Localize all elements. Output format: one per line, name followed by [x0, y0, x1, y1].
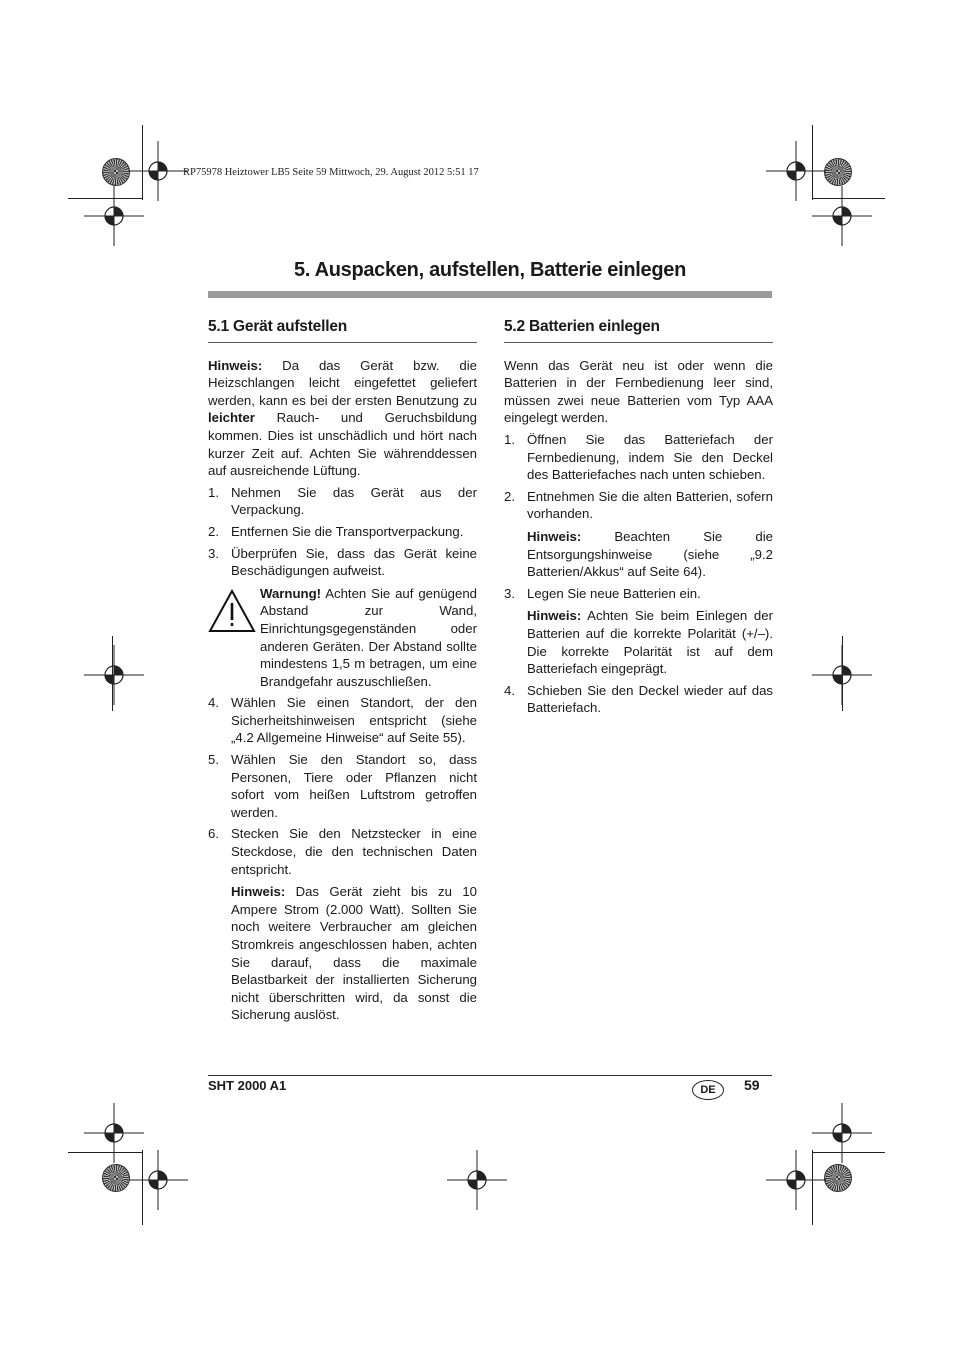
footer-model: SHT 2000 A1 — [208, 1078, 287, 1093]
color-disc-icon — [102, 1164, 130, 1192]
note-label: Hinweis: — [231, 884, 286, 900]
section-heading: 5.1 Gerät aufstellen — [208, 318, 477, 343]
registration-mark-icon — [812, 645, 872, 705]
note-label: Hinweis: — [527, 528, 582, 544]
list-item — [208, 751, 477, 821]
list-item — [504, 431, 773, 484]
note-text: Beachten Sie die Entsorgungshinweise (siehe „9.2 Batterien/Akkus“ auf Seite 64). — [527, 528, 773, 580]
note-text: Das Gerät zieht bis zu 10 Ampere Strom (2.000 Watt). Sollten Sie noch weitere Verbraucher am gleichen Stromkreis angeschlossen haben, achten Sie darauf, dass die maximale Belastbarkeit der installierten Sicherung nicht überschritten wird, da sonst die Sicherung auslöst. — [231, 884, 477, 1023]
step-number: 6. — [208, 826, 219, 842]
list-item — [208, 545, 477, 580]
intro-note — [208, 357, 477, 480]
page-title: 5. Auspacken, aufstellen, Batterie einlegen — [293, 259, 687, 281]
note-label: Hinweis: — [208, 357, 263, 373]
color-disc-icon — [824, 1164, 852, 1192]
section-batterien-einlegen — [504, 318, 773, 717]
list-item — [504, 585, 773, 678]
step-text: Legen Sie neue Batterien ein. — [527, 585, 701, 601]
step-text: Wählen Sie einen Standort, der den Sicherheitshinweisen entspricht (siehe „4.2 Allgemeine Hinweise“ auf Seite 55). — [231, 695, 477, 746]
list-item — [208, 694, 477, 747]
warning-triangle-icon — [208, 585, 260, 691]
step-number: 2. — [504, 488, 515, 504]
step-number: 3. — [208, 545, 219, 561]
step-note — [527, 528, 773, 581]
step-text: Nehmen Sie das Gerät aus der Verpackung. — [231, 484, 477, 518]
warning-body: Achten Sie auf genügend Abstand zur Wand, Einrichtungsgegenständen oder anderen Geräten. Der Abstand sollte mindestens 1,5 m betragen, um eine Brandgefahr auszuschließen. — [260, 585, 477, 689]
step-number: 3. — [504, 585, 515, 601]
list-item — [208, 523, 477, 541]
registration-mark-icon — [128, 1150, 188, 1210]
step-text: Stecken Sie den Netzstecker in eine Steckdose, die den technischen Daten entspricht. — [231, 826, 477, 877]
list-item — [208, 825, 477, 1024]
section-geraet-aufstellen — [208, 318, 477, 1024]
steps-list — [208, 484, 477, 580]
step-text: Entnehmen Sie die alten Batterien, sofern vorhanden. — [527, 488, 773, 522]
footer-rule — [208, 1075, 772, 1076]
step-text: Wählen Sie den Standort so, dass Personen, Tiere oder Pflanzen nicht sofort vom heißen Luftstrom getroffen werden. — [231, 752, 477, 820]
step-number: 1. — [504, 431, 515, 447]
list-item — [504, 682, 773, 717]
note-emphasis: leichter — [208, 410, 255, 426]
note-text: Da das Gerät bzw. die Heizschlangen leicht eingefettet geliefert werden, kann es bei der ersten Benutzung zu — [208, 357, 477, 408]
registration-mark-icon — [84, 186, 144, 246]
list-item — [208, 484, 477, 519]
warning-block — [208, 585, 477, 691]
steps-list — [504, 431, 773, 717]
step-number: 2. — [208, 523, 219, 539]
registration-mark-icon — [447, 1150, 507, 1210]
note-text: Achten Sie beim Einlegen der Batterien auf die korrekte Polarität (+/–). Die korrekte Polarität ist auf dem Batteriefach eingeprägt. — [527, 608, 773, 677]
step-number: 5. — [208, 752, 219, 768]
registration-mark-icon — [84, 645, 144, 705]
section-heading: 5.2 Batterien einlegen — [504, 318, 773, 343]
step-text: Überprüfen Sie, dass das Gerät keine Beschädigungen aufweist. — [231, 545, 477, 579]
list-item — [504, 488, 773, 581]
print-slug: RP75978 Heiztower LB5 Seite 59 Mittwoch, 29. August 2012 5:51 17 — [183, 167, 479, 178]
warning-text — [260, 585, 477, 691]
intro-paragraph: Wenn das Gerät neu ist oder wenn die Batterien in der Fernbedienung leer sind, müssen zwei neue Batterien vom Typ AAA eingelegt werden. — [504, 357, 773, 426]
step-number: 4. — [208, 695, 219, 711]
title-bar — [208, 291, 772, 298]
page-number: 59 — [744, 1077, 760, 1093]
step-note — [527, 607, 773, 677]
step-number: 4. — [504, 682, 515, 698]
language-badge: DE — [692, 1080, 724, 1100]
color-disc-icon — [102, 158, 130, 186]
step-text: Schieben Sie den Deckel wieder auf das Batteriefach. — [527, 682, 773, 716]
registration-mark-icon — [812, 186, 872, 246]
step-text: Öffnen Sie das Batteriefach der Fernbedienung, indem Sie den Deckel des Batteriefaches nach unten schieben. — [527, 431, 773, 483]
note-label: Hinweis: — [527, 608, 582, 624]
step-text: Entfernen Sie die Transportverpackung. — [231, 523, 464, 539]
steps-list — [208, 694, 477, 1024]
step-number: 1. — [208, 484, 219, 500]
note-text: Rauch- und Geruchsbildung kommen. Dies ist unschädlich und hört nach kurzer Zeit auf. Achten Sie währenddessen auf ausreichende Lüftung. — [208, 410, 477, 479]
registration-mark-icon — [766, 1150, 826, 1210]
step-note — [231, 883, 477, 1024]
warning-label: Warnung! — [260, 585, 322, 601]
color-disc-icon — [824, 158, 852, 186]
